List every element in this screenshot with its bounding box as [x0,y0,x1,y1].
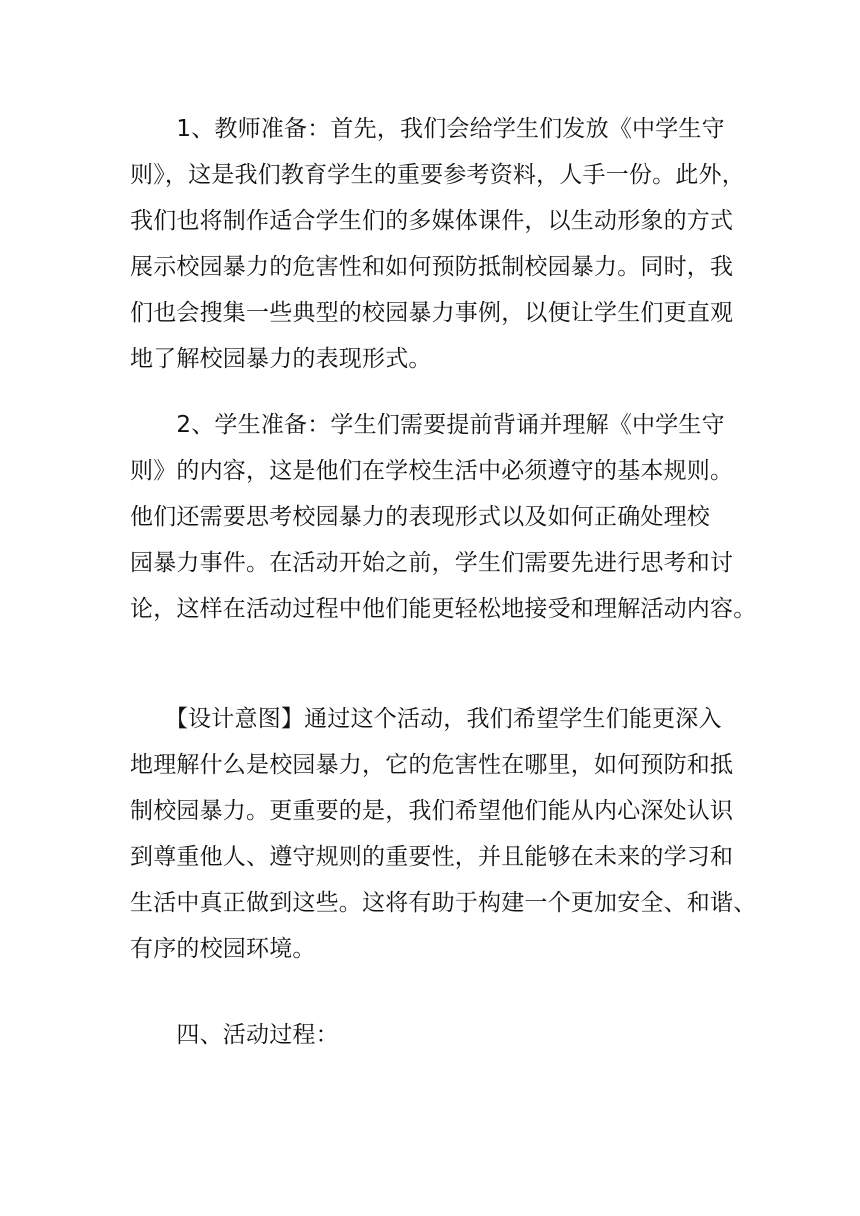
text-line: 地理解什么是校园暴力，它的危害性在哪里，如何预防和抵 [130,752,734,778]
text-line: 展示校园暴力的危害性和如何预防抵制校园暴力。同时，我 [130,254,734,280]
text-line: 则》，这是我们教育学生的重要参考资料，人手一份。此外， [130,162,745,188]
text-line: 1、教师准备：首先，我们会给学生们发放《中学生守 [130,116,725,142]
text-line: 地了解校园暴力的表现形式。 [130,346,432,372]
heading-line: 四、活动过程： [130,1022,339,1048]
paragraph-design-intent [130,696,760,972]
paragraph-teacher-preparation [130,106,760,382]
text-line: 制校园暴力。更重要的是，我们希望他们能从内心深处认识 [130,798,734,824]
text-line: 他们还需要思考校园暴力的表现形式以及如何正确处理校 [130,504,710,530]
text-line: 生活中真正做到这些。这将有助于构建一个更加安全、和谐、 [130,890,757,916]
text-line: 们也会搜集一些典型的校园暴力事例，以便让学生们更直观 [130,300,734,326]
text-line: 园暴力事件。在活动开始之前，学生们需要先进行思考和讨 [130,550,734,576]
paragraph-student-preparation [130,402,760,632]
text-line: 则》的内容，这是他们在学校生活中必须遵守的基本规则。 [130,458,734,484]
text-line: 到尊重他人、遵守规则的重要性，并且能够在未来的学习和 [130,844,734,870]
text-line: 2、学生准备：学生们需要提前背诵并理解《中学生守 [130,412,725,438]
section-heading-activity-process [130,1012,760,1058]
text-line: 我们也将制作适合学生们的多媒体课件，以生动形象的方式 [130,208,734,234]
text-line: 【设计意图】通过这个活动，我们希望学生们能更深入 [130,706,722,732]
text-line: 有序的校园环境。 [130,936,316,962]
text-line: 论，这样在活动过程中他们能更轻松地接受和理解活动内容。 [130,596,757,622]
